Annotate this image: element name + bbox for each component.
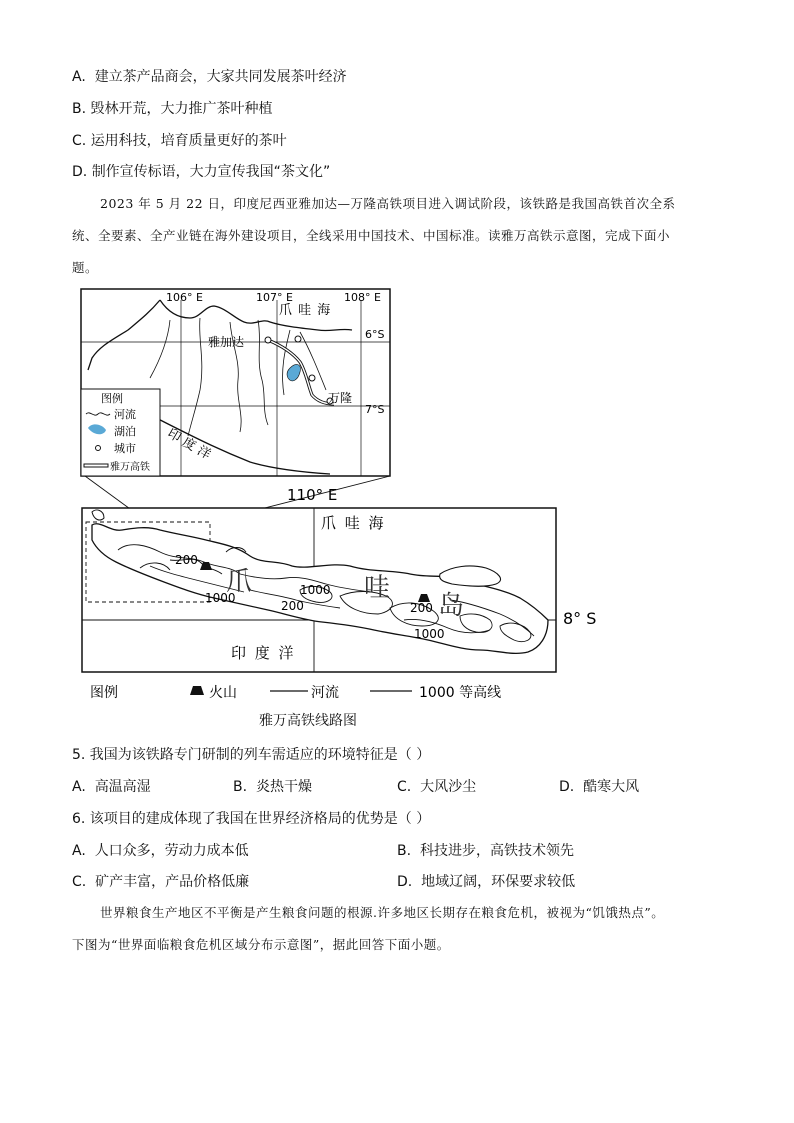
- contour-label: 1000: [205, 591, 236, 605]
- island-char-1: 爪: [226, 567, 253, 597]
- main-lat-label: 8° S: [563, 609, 597, 628]
- city-label-bandung: 万隆: [328, 391, 353, 405]
- q5-option-c: C. 大风沙尘: [397, 779, 477, 795]
- main-legend-title: 图例: [90, 685, 118, 701]
- legend-lake-label: 湖泊: [114, 425, 136, 438]
- contour-label: 200: [410, 601, 433, 615]
- legend-river-label-main: 河流: [311, 685, 339, 701]
- inset-map: [81, 289, 390, 476]
- q5-option-a: A. 高温高湿: [72, 779, 151, 795]
- inset-lon-107: 107° E: [256, 291, 293, 304]
- legend-river-label: 河流: [114, 408, 136, 421]
- legend-rail-icon: [84, 464, 108, 467]
- figure-caption: 雅万高铁线路图: [259, 713, 357, 729]
- legend-rail-label: 雅万高铁: [110, 462, 150, 473]
- main-lon-label: 110° E: [287, 486, 338, 504]
- contour-label: 1000: [300, 583, 331, 597]
- intro2-line-1: 世界粮食生产地区不平衡是产生粮食问题的根源.许多地区长期存在粮食危机，被视为“饥饿热点”。: [100, 905, 665, 920]
- q5-option-d: D. 酷寒大风: [559, 779, 640, 795]
- contour-label: 200: [175, 553, 198, 567]
- legend-contour-label: 1000 等高线: [419, 685, 502, 701]
- option-c: C. 运用科技，培育质量更好的茶叶: [72, 133, 287, 149]
- q6-option-b: B. 科技进步，高铁技术领先: [397, 843, 574, 859]
- island-char-3: 岛: [438, 591, 465, 621]
- intro-line-2: 统、全要素、全产业链在海外建设项目，全线采用中国技术、中国标准。读雅万高铁示意图，完成下面小: [72, 228, 671, 243]
- legend-city-icon: [96, 446, 101, 451]
- island-char-2: 哇: [364, 573, 391, 603]
- inset-lon-106: 106° E: [166, 291, 203, 304]
- main-legend: [90, 684, 501, 701]
- legend-volcano-icon: [190, 686, 204, 695]
- legend-volcano-label: 火山: [209, 685, 237, 701]
- intro2-line-2: 下图为“世界面临粮食危机区域分布示意图”，据此回答下面小题。: [72, 937, 450, 952]
- main-sea-label: 爪 哇 海: [321, 514, 386, 532]
- intro-line-1: 2023 年 5 月 22 日，印度尼西亚雅加达—万隆高铁项目进入调试阶段，该铁路是我国高铁首次全系: [100, 196, 676, 211]
- q5-stem: 5. 我国为该铁路专门研制的列车需适应的环境特征是（ ）: [72, 747, 431, 763]
- option-a: A. 建立茶产品商会，大家共同发展茶叶经济: [72, 69, 347, 85]
- inset-sea-label: 爪 哇 海: [279, 303, 332, 318]
- contour-label: 1000: [414, 627, 445, 641]
- inset-lat-6: 6°S: [365, 328, 385, 341]
- legend-city-label: 城市: [114, 442, 136, 455]
- q6-option-c: C. 矿产丰富，产品价格低廉: [72, 874, 250, 890]
- main-ocean-label: 印 度 洋: [231, 644, 296, 662]
- city-label-jakarta: 雅加达: [208, 335, 245, 349]
- q5-option-b: B. 炎热干燥: [233, 779, 312, 795]
- q6-option-d: D. 地域辽阔，环保要求较低: [397, 874, 576, 890]
- inset-ocean-label: 印 度 洋: [164, 426, 214, 463]
- inset-lat-7: 7°S: [365, 403, 385, 416]
- option-d: D. 制作宣传标语，大力宣传我国“茶文化”: [72, 164, 331, 180]
- main-map: [82, 486, 596, 672]
- q6-stem: 6. 该项目的建成体现了我国在世界经济格局的优势是（ ）: [72, 811, 431, 827]
- q6-option-a: A. 人口众多，劳动力成本低: [72, 843, 249, 859]
- intro-line-3: 题。: [72, 260, 99, 275]
- inset-legend-title: 图例: [101, 392, 123, 405]
- option-b: B. 毁林开荒，大力推广茶叶种植: [72, 101, 273, 117]
- contour-label: 200: [281, 599, 304, 613]
- inset-lon-108: 108° E: [344, 291, 381, 304]
